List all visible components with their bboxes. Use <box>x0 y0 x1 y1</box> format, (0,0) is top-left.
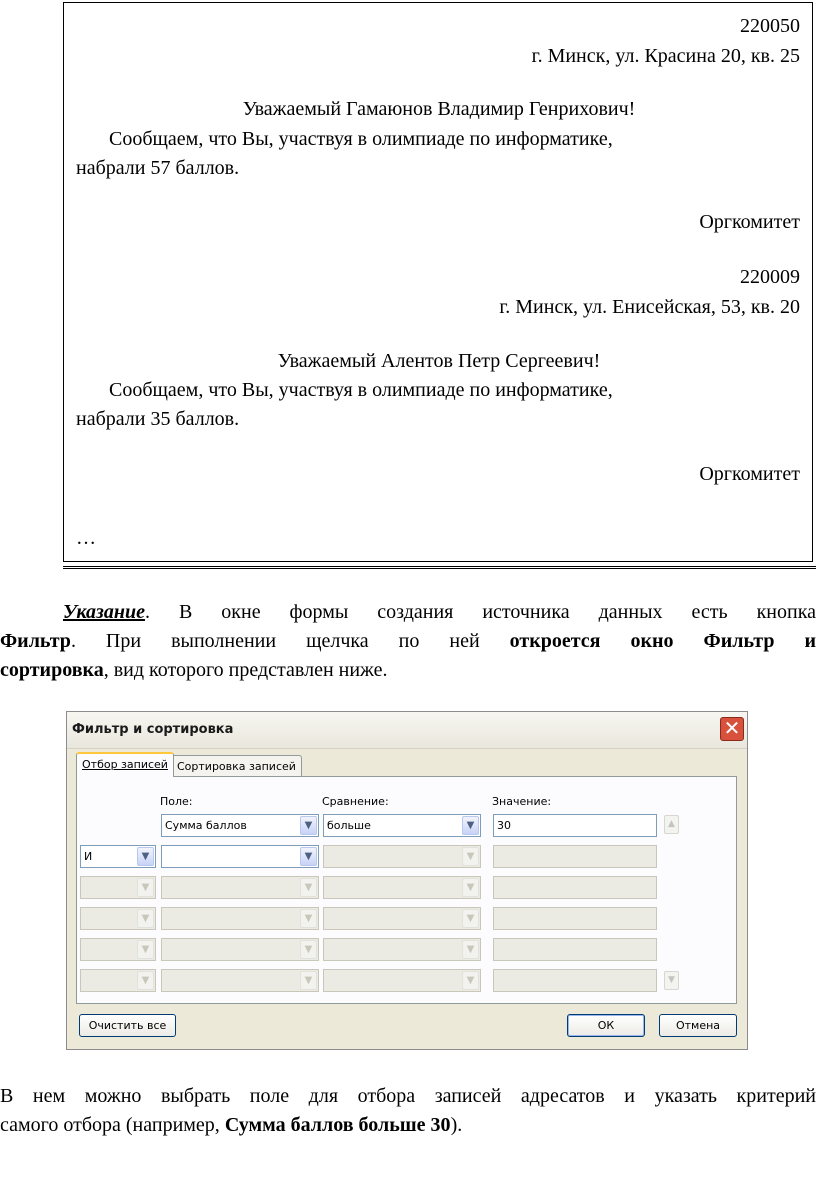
chevron-down-icon: ▼ <box>300 909 317 928</box>
chevron-down-icon: ▼ <box>300 878 317 897</box>
field-column-label: Поле: <box>160 795 193 808</box>
conclusion-text-1: В нем можно выбрать поле для отбора записей адресатов и указать критерий <box>0 1085 816 1107</box>
conjunction-select-2-value: И <box>84 850 93 863</box>
chevron-down-icon: ▼ <box>300 971 317 990</box>
letter1-greeting: Уважаемый Гамаюнов Владимир Генрихович! <box>242 98 636 120</box>
chevron-down-icon[interactable]: ▼ <box>300 816 317 835</box>
chevron-down-icon[interactable]: ▼ <box>462 816 479 835</box>
comparison-select-1-value: больше <box>327 819 371 832</box>
letter2-zip: 220009 <box>740 266 800 288</box>
filter-panel <box>76 776 737 1004</box>
tab-filter-records-label: Отбор записей <box>82 758 168 771</box>
conjunction-select-6 <box>80 969 156 992</box>
letter1-zip: 220050 <box>740 15 800 37</box>
tab-sort-records[interactable] <box>171 755 302 777</box>
conjunction-select-2[interactable] <box>80 845 156 868</box>
close-icon: ✕ <box>723 716 741 740</box>
letter1-signature: Оргкомитет <box>699 211 800 233</box>
value-input-1-value: 30 <box>497 819 511 832</box>
cancel-button[interactable]: Отмена <box>659 1014 737 1037</box>
chevron-down-icon: ▼ <box>137 940 154 959</box>
opens-phrase: откроется окно Фильтр и <box>509 630 816 652</box>
instruction-line2 <box>0 627 816 655</box>
letter1-address: г. Минск, ул. Красина 20, кв. 25 <box>531 45 800 67</box>
chevron-down-icon: ▼ <box>137 909 154 928</box>
dialog-titlebar[interactable] <box>67 712 747 749</box>
chevron-down-icon: ▼ <box>462 940 479 959</box>
field-select-2[interactable] <box>161 845 319 868</box>
chevron-down-icon: ▼ <box>462 971 479 990</box>
value-column-label: Значение: <box>492 795 552 808</box>
conclusion-text-3: ). <box>450 1114 463 1136</box>
conclusion-line2 <box>0 1111 816 1139</box>
value-input-2 <box>493 845 657 868</box>
chevron-down-icon: ▼ <box>137 971 154 990</box>
filter-word: Фильтр <box>0 630 71 652</box>
section-divider <box>63 566 816 569</box>
instruction-line3 <box>0 656 816 684</box>
instruction-text-2: . При выполнении щелчка по ней <box>70 630 480 652</box>
field-select-6 <box>161 969 319 992</box>
clear-all-button[interactable]: Очистить все <box>79 1014 176 1037</box>
scroll-up-icon[interactable]: ▲ <box>664 815 679 834</box>
chevron-down-icon: ▼ <box>300 940 317 959</box>
value-input-6 <box>493 969 657 992</box>
ok-button[interactable]: ОК <box>567 1014 645 1037</box>
chevron-down-icon: ▼ <box>137 878 154 897</box>
letter2-greeting: Уважаемый Алентов Петр Сергеевич! <box>277 350 601 372</box>
comparison-select-2 <box>323 845 481 868</box>
dialog-title: Фильтр и сортировка <box>72 722 234 737</box>
filter-sort-dialog <box>66 711 748 1050</box>
instruction-label: Указание <box>63 601 145 623</box>
conjunction-select-4 <box>80 907 156 930</box>
instruction-text-1: . В окне формы создания источника данных есть кнопка <box>144 601 816 623</box>
comparison-select-1[interactable] <box>323 814 481 837</box>
letter2-signature: Оргкомитет <box>699 463 800 485</box>
close-button[interactable] <box>720 717 744 741</box>
conclusion-line1 <box>0 1082 816 1110</box>
chevron-down-icon[interactable]: ▼ <box>300 847 317 866</box>
instruction-text-3: , вид которого представлен ниже. <box>103 659 388 681</box>
letter2-address: г. Минск, ул. Енисейская, 53, кв. 20 <box>499 296 800 318</box>
tab-sort-records-label: Сортировка записей <box>177 760 296 773</box>
value-input-1[interactable] <box>493 814 657 837</box>
field-select-4 <box>161 907 319 930</box>
instruction-line1 <box>0 598 816 626</box>
comparison-column-label: Сравнение: <box>322 795 389 808</box>
field-select-1-value: Сумма баллов <box>165 819 247 832</box>
field-select-3 <box>161 876 319 899</box>
conclusion-text-2: самого отбора (например, <box>0 1114 225 1136</box>
scroll-down-icon[interactable]: ▼ <box>664 971 679 990</box>
conclusion-example: Сумма баллов больше 30 <box>224 1114 451 1136</box>
continuation-ellipsis: … <box>76 527 96 549</box>
letter2-body-line1: Сообщаем, что Вы, участвуя в олимпиаде по информатике, <box>109 379 613 401</box>
letter2-body-line2: набрали 35 баллов. <box>76 408 240 430</box>
value-input-5 <box>493 938 657 961</box>
chevron-down-icon: ▼ <box>462 909 479 928</box>
letter1-body-line1: Сообщаем, что Вы, участвуя в олимпиаде по информатике, <box>109 128 613 150</box>
comparison-select-4 <box>323 907 481 930</box>
sort-word: сортировка <box>0 659 104 681</box>
field-select-5 <box>161 938 319 961</box>
chevron-down-icon: ▼ <box>462 847 479 866</box>
comparison-select-3 <box>323 876 481 899</box>
field-select-1[interactable] <box>161 814 319 837</box>
chevron-down-icon[interactable]: ▼ <box>137 847 154 866</box>
letter1-body-line2: набрали 57 баллов. <box>76 157 240 179</box>
comparison-select-5 <box>323 938 481 961</box>
tab-filter-records[interactable] <box>76 752 174 777</box>
conjunction-select-3 <box>80 876 156 899</box>
letter-preview-box <box>63 2 813 562</box>
value-input-4 <box>493 907 657 930</box>
value-input-3 <box>493 876 657 899</box>
conjunction-select-5 <box>80 938 156 961</box>
chevron-down-icon: ▼ <box>462 878 479 897</box>
comparison-select-6 <box>323 969 481 992</box>
